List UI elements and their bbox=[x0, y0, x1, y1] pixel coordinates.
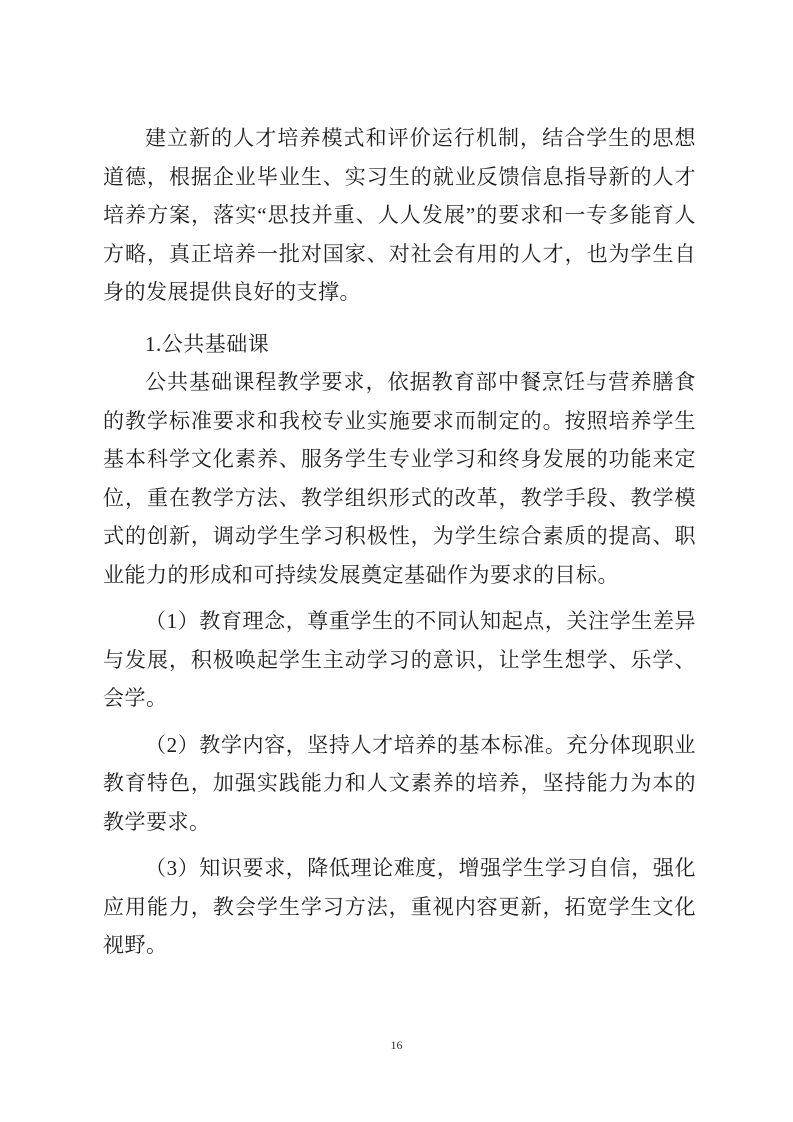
paragraph: 建立新的人才培养模式和评价运行机制，结合学生的思想道德，根据企业毕业生、实习生的就业反馈信息指导新的人才培养方案，落实“思技并重、人人发展”的要求和一专多能育人方略，真正培养一批对国家、对社会有用的人才，也为学生自身的发展提供良好的支撑。 bbox=[103, 126, 696, 304]
section-heading: 1.公共基础课 bbox=[145, 331, 270, 356]
document-body bbox=[103, 119, 696, 965]
page-number: 16 bbox=[390, 1038, 403, 1052]
paragraph: 公共基础课程教学要求，依据教育部中餐烹饪与营养膳食的教学标准要求和我校专业实施要求而制定的。按照培养学生基本科学文化素养、服务学生专业学习和终身发展的功能来定位，重在教学方法、教学组织形式的改革，教学手段、教学模式的创新，调动学生学习积极性，为学生综合素质的提高、职业能力的形成和可持续发展奠定基础作为要求的目标。 bbox=[103, 370, 696, 587]
paragraph-item-3: （3）知识要求，降低理论难度，增强学生学习自信，强化应用能力，教会学生学习方法，重视内容更新，拓宽学生文化视野。 bbox=[103, 856, 696, 957]
paragraph-item-2: （2）教学内容，坚持人才培养的基本标准。充分体现职业教育特色，加强实践能力和人文素养的培养，坚持能力为本的教学要求。 bbox=[103, 732, 696, 834]
paragraph-item-1: （1）教育理念，尊重学生的不同认知起点，关注学生差异与发展，积极唤起学生主动学习的意识，让学生想学、乐学、会学。 bbox=[103, 609, 696, 710]
